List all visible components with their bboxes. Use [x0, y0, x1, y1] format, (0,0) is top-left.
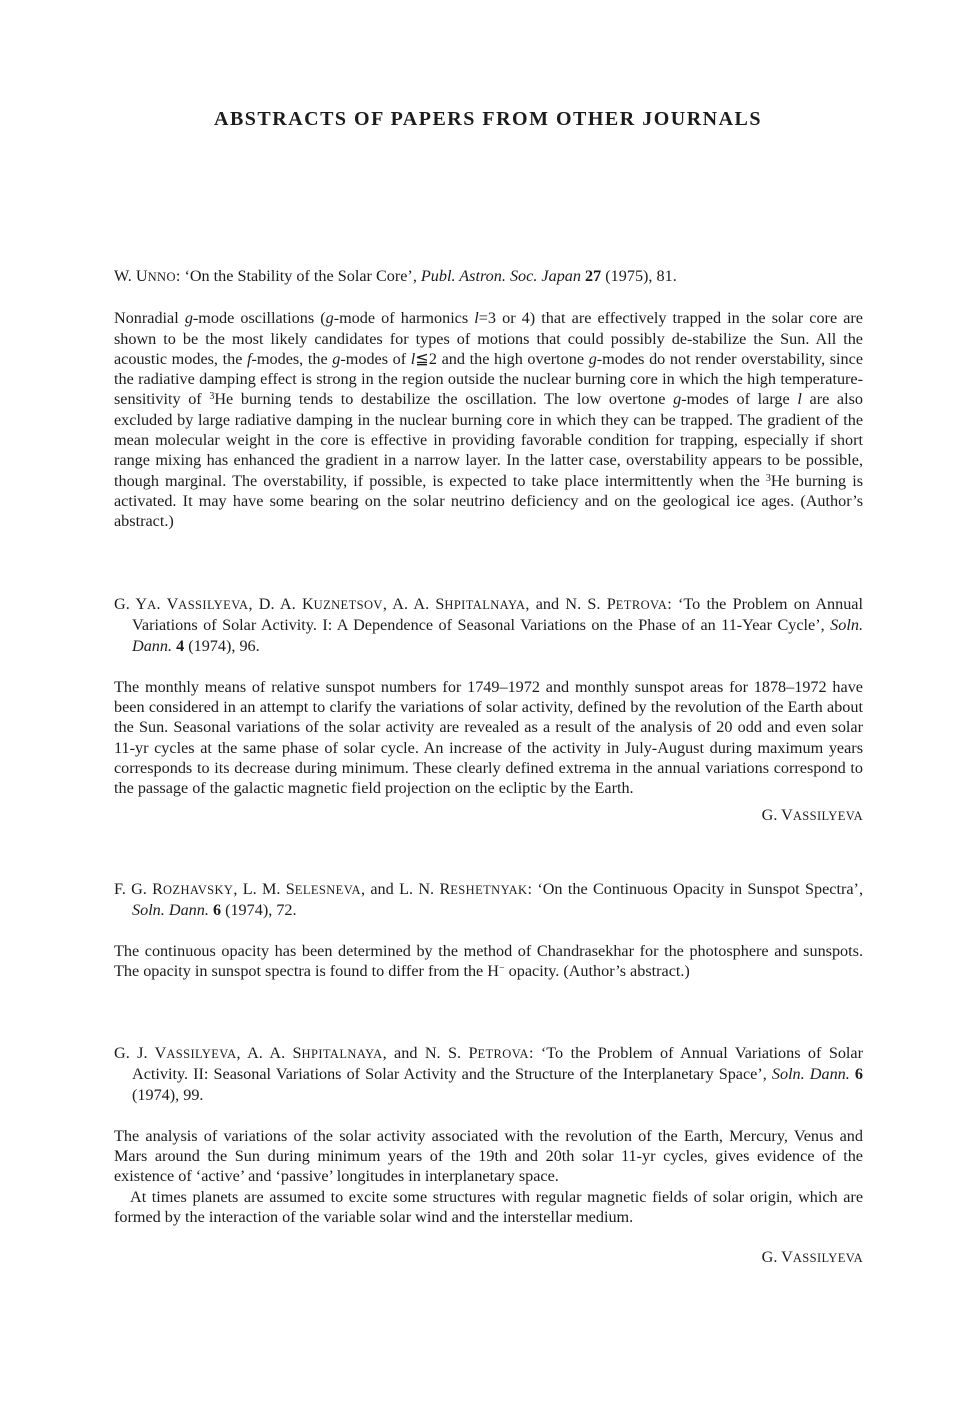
signature: G. VASSILYEVA [761, 805, 863, 824]
page-title: ABSTRACTS OF PAPERS FROM OTHER JOURNALS [214, 108, 762, 130]
citation: F. G. ROZHAVSKY, L. M. SELESNEVA, and L. N. RESHETNYAK: ‘On the Continuous Opacity in Sunspot Spectra’, Soln. Dann. 6 (1974), 72. [114, 880, 863, 920]
citation: G. J. VASSILYEVA, A. A. SHPITALNAYA, and N. S. PETROVA: ‘To the Problem of Annual Variations of Solar Activity. II: Seasonal Variations of Solar Activity and the Structure of the Interplanetary Space’, Soln. Dann. 6 (1974), 99. [114, 1044, 863, 1104]
citation: G. YA. VASSILYEVA, D. A. KUZNETSOV, A. A. SHPITALNAYA, and N. S. PETROVA: ‘To the Problem on Annual Variations of Solar Activity. I: A Dependence of Seasonal Variations on the Phase of an 11-Year Cycle’, Soln. Dann. 4 (1974), 96. [114, 595, 863, 655]
citation: W. UNNO: ‘On the Stability of the Solar Core’, Publ. Astron. Soc. Japan 27 (1975), 81. [114, 267, 677, 285]
abstract-text: Nonradial g-mode oscillations (g-mode of harmonics l=3 or 4) that are effectively trapped in the solar core are shown to be the most likely candidates for types of motions that could possibly de-stabilize the Sun. All the acoustic modes, the f-modes, the g-modes of l≦2 and the high overtone g-modes do not render overstability, since the radiative damping effect is strong in the region outside the nuclear burning core in which the high temperature-sensitivity of $^3$He burning tends to destabilize the oscillation. The low overtone g-modes of large l are also excluded by large radiative damping in the nuclear burning core in which they can be trapped. The gradient of the mean molecular weight in the core is effective in providing favorable condition for trapping, especially if short range mixing has enhanced the gradient in a narrow layer. In the latter case, overstability appears to be possible, though marginal. The overstability, if possible, is expected to take place intermittently when the $^3$He burning is activated. It may have some bearing on the solar neutrino deficiency and on the geological ice ages. (Author’s abstract.) [114, 309, 864, 531]
abstract-entry-vassilyeva-2 [114, 1043, 863, 1269]
abstract-text: The monthly means of relative sunspot numbers for 1749–1972 and monthly sunspot areas for 1878–1972 have been considered in an attempt to clarify the variations of solar activity, defined by the revolution of the Earth about the Sun. Seasonal variations of the solar activity are revealed as a result of the analysis of 20 odd and even solar 11-yr cycles at the same phase of solar cycle. An increase of the activity in July-August during maximum years corresponds to its decrease during minimum. These clearly defined extrema in the annual variations correspond to the passage of the galactic magnetic field projection on the ecliptic by the Earth. [114, 677, 863, 798]
abstract-entry-vassilyeva-1 [114, 594, 863, 826]
abstract-entry-rozhavsky [114, 879, 863, 981]
signature: G. VASSILYEVA [761, 1248, 863, 1267]
abstract-text: The continuous opacity has been determined by the method of Chandrasekhar for the photosphere and sunspots. The opacity in sunspot spectra is found to differ from the H− opacity. (Author’s abstract.) [114, 941, 863, 980]
abstract-entry-unno [114, 266, 863, 532]
abstract-text: The analysis of variations of the solar activity associated with the revolution of the Earth, Mercury, Venus and Mars around the Sun during minimum years of the 19th and 20th solar 11-yr cycles, gives evidence of the existence of ‘active’ and ‘passive’ longitudes in interplanetary space. At times planets are assumed to excite some structures with regular magnetic fields of solar origin, which are formed by the interaction of the variable solar wind and the interstellar medium. [114, 1126, 863, 1227]
